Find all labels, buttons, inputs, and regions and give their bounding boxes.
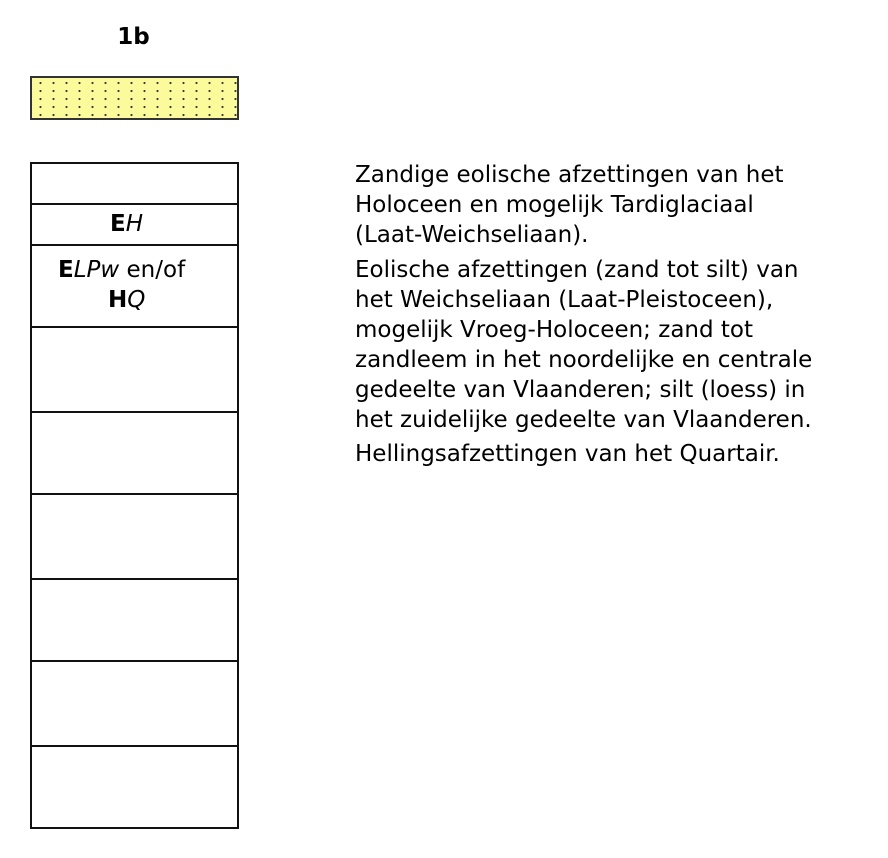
layer-divider [32,493,237,495]
legend-line: mogelijk Vroeg-Holoceen; zand tot [355,317,754,343]
layer-label-elpw: ELPw en/of [58,257,186,283]
sand-pattern-swatch [30,76,239,120]
legend-line: gedeelte van Vlaanderen; silt (loess) in [355,377,806,403]
legend-line: het Weichseliaan (Laat-Pleistoceen), [355,287,774,313]
legend-line: het zuidelijke gedeelte van Vlaanderen. [355,407,812,433]
legend-line: Hellingsafzettingen van het Quartair. [355,441,780,467]
legend-line: (Laat-Weichseliaan). [355,222,589,248]
layer-divider [32,660,237,662]
layer-label-hq: HQ [108,287,146,313]
layer-divider [32,203,237,205]
layer-divider [32,326,237,328]
legend-line: Zandige eolische afzettingen van het [355,162,784,188]
legend-description-eh [355,160,784,250]
legend-line: Eolische afzettingen (zand tot silt) van [355,257,799,283]
legend-description-hq [355,439,780,469]
column-title: 1b [117,24,150,50]
legend-line: Holoceen en mogelijk Tardiglaciaal [355,192,754,218]
legend-description-elpw [355,255,812,435]
layer-divider [32,244,237,246]
layer-divider [32,745,237,747]
legend-line: zandleem in het noordelijke en centrale [355,347,813,373]
stratigraphic-column [30,162,239,829]
layer-divider [32,578,237,580]
layer-divider [32,411,237,413]
layer-label-eh: EH [110,211,144,237]
